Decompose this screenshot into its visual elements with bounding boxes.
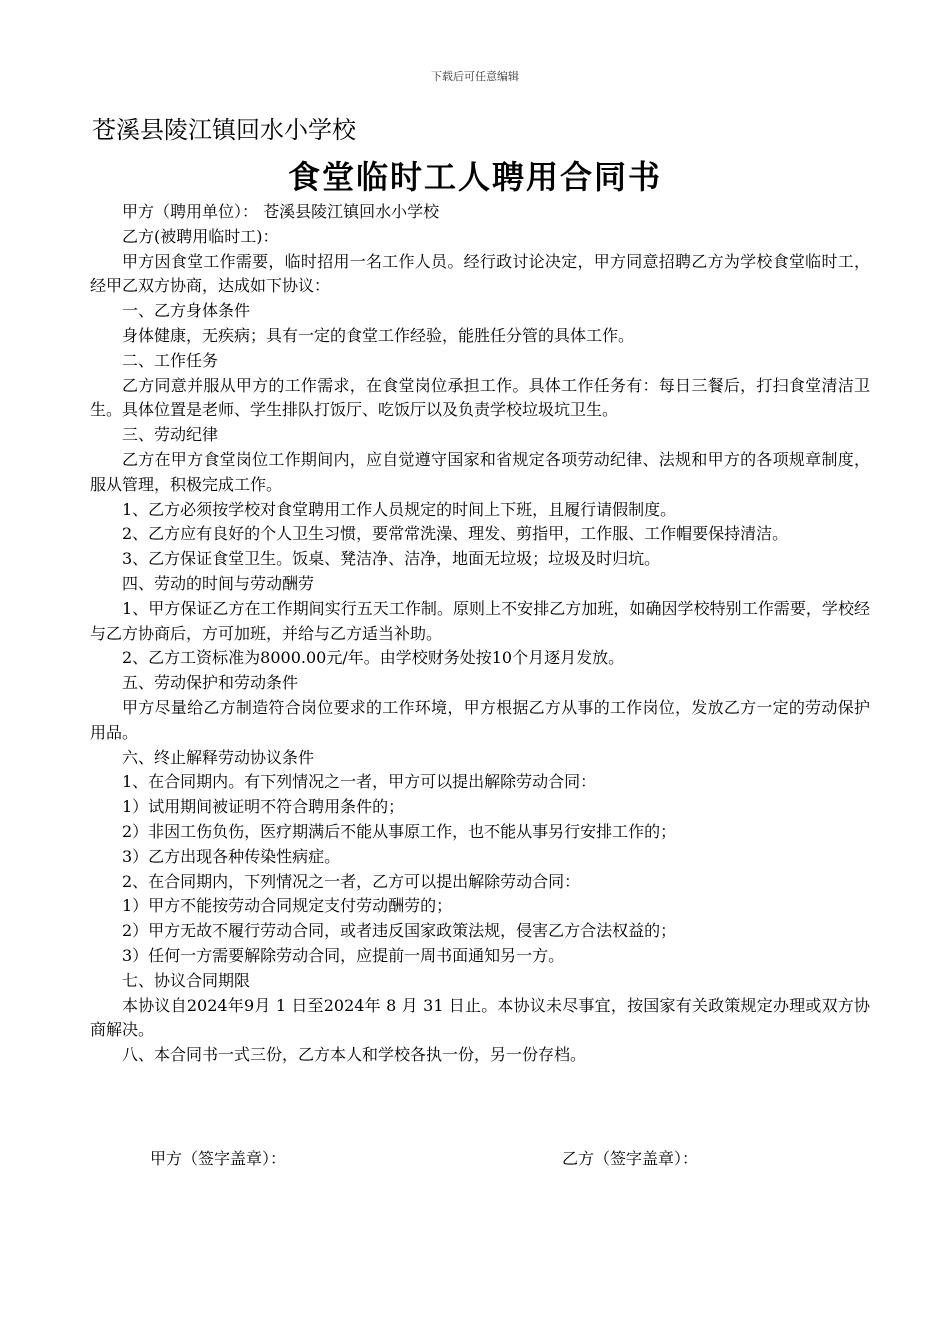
paragraph: 1）试用期间被证明不符合聘用条件的； [122, 797, 405, 817]
section-heading: 七、协议合同期限 [122, 970, 251, 990]
paragraph: 甲方（聘用单位）： 苍溪县陵江镇回水小学校 [122, 202, 440, 221]
paragraph: 2、乙方应有良好的个人卫生习惯，要常常洗澡、理发、剪指甲，工作服、工作帽要保持清洁。 [122, 524, 789, 544]
section-heading: 三、劳动纪律 [122, 425, 219, 445]
paragraph: 身体健康，无疾病；具有一定的食堂工作经验，能胜任分管的具体工作。 [122, 325, 635, 345]
section-heading: 二、工作任务 [122, 350, 219, 370]
paragraph: 乙方在甲方食堂岗位工作期间内，应自觉遵守国家和省规定各项劳动纪律、法规和甲方的各项规章制度，服从管理，积极完成工作。 [90, 449, 870, 494]
paragraph: 2、在合同期内，下列情况之一者，乙方可以提出解除劳动合同： [122, 871, 581, 891]
paragraph: 乙方(被聘用临时工)： [122, 226, 279, 246]
paragraph: 3、乙方保证食堂卫生。饭桌、凳洁净、洁净，地面无垃圾；垃圾及时归坑。 [122, 549, 661, 569]
paragraph: 1、在合同期内。有下列情况之一者，甲方可以提出解除劳动合同： [122, 772, 597, 792]
party-a-signature-label: 甲方（签字盖章）： [150, 1149, 287, 1168]
paragraph: 甲方因食堂工作需要，临时招用一名工作人员。经行政讨论决定，甲方同意招聘乙方为学校食堂临时工，经甲乙双方协商，达成如下协议： [90, 251, 870, 296]
section-heading: 五、劳动保护和劳动条件 [122, 673, 299, 693]
paragraph: 2）非因工伤负伤，医疗期满后不能从事原工作，也不能从事另行安排工作的； [122, 821, 677, 841]
paragraph: 2、乙方工资标准为8000.00元/年。由学校财务处按10个月逐月发放。 [122, 648, 625, 668]
paragraph: 3）任何一方需要解除劳动合同，应提前一周书面通知另一方。 [122, 945, 565, 965]
paragraph: 八、本合同书一式三份，乙方本人和学校各执一份，另一份存档。 [122, 1045, 587, 1065]
paragraph: 甲方尽量给乙方制造符合岗位要求的工作环境，甲方根据乙方从事的工作岗位，发放乙方一定的劳动保护用品。 [90, 697, 870, 742]
paragraph: 1、甲方保证乙方在工作期间实行五天工作制。原则上不安排乙方加班，如确因学校特别工作需要，学校经与乙方协商后，方可加班，并给与乙方适当补助。 [90, 598, 870, 643]
section-heading: 一、乙方身体条件 [122, 301, 251, 321]
party-b-signature-label: 乙方（签字盖章）： [562, 1149, 699, 1168]
contract-body [90, 200, 870, 1068]
document-title: 食堂临时工人聘用合同书 [287, 158, 662, 196]
school-name: 苍溪县陵江镇回水小学校 [92, 116, 356, 144]
paragraph: 2）甲方无故不履行劳动合同，或者违反国家政策法规，侵害乙方合法权益的； [122, 921, 677, 941]
paragraph: 1）甲方不能按劳动合同规定支付劳动酬劳的； [122, 896, 453, 916]
paragraph: 3）乙方出现各种传染性病症。 [122, 846, 341, 866]
section-heading: 六、终止解释劳动协议条件 [122, 747, 315, 767]
paragraph: 乙方同意并服从甲方的工作需求，在食堂岗位承担工作。具体工作任务有：每日三餐后，打扫食堂清洁卫生。具体位置是老师、学生排队打饭厅、吃饭厅以及负责学校垃圾坑卫生。 [90, 375, 870, 420]
header-note: 下载后可任意编辑 [431, 70, 519, 83]
paragraph: 本协议自2024年9月 1 日至2024年 8 月 31 日止。本协议未尽事宜，按国家有关政策规定办理或双方协商解决。 [90, 995, 870, 1040]
paragraph: 1、乙方必须按学校对食堂聘用工作人员规定的时间上下班，且履行请假制度。 [122, 499, 677, 519]
section-heading: 四、劳动的时间与劳动酬劳 [122, 573, 315, 593]
